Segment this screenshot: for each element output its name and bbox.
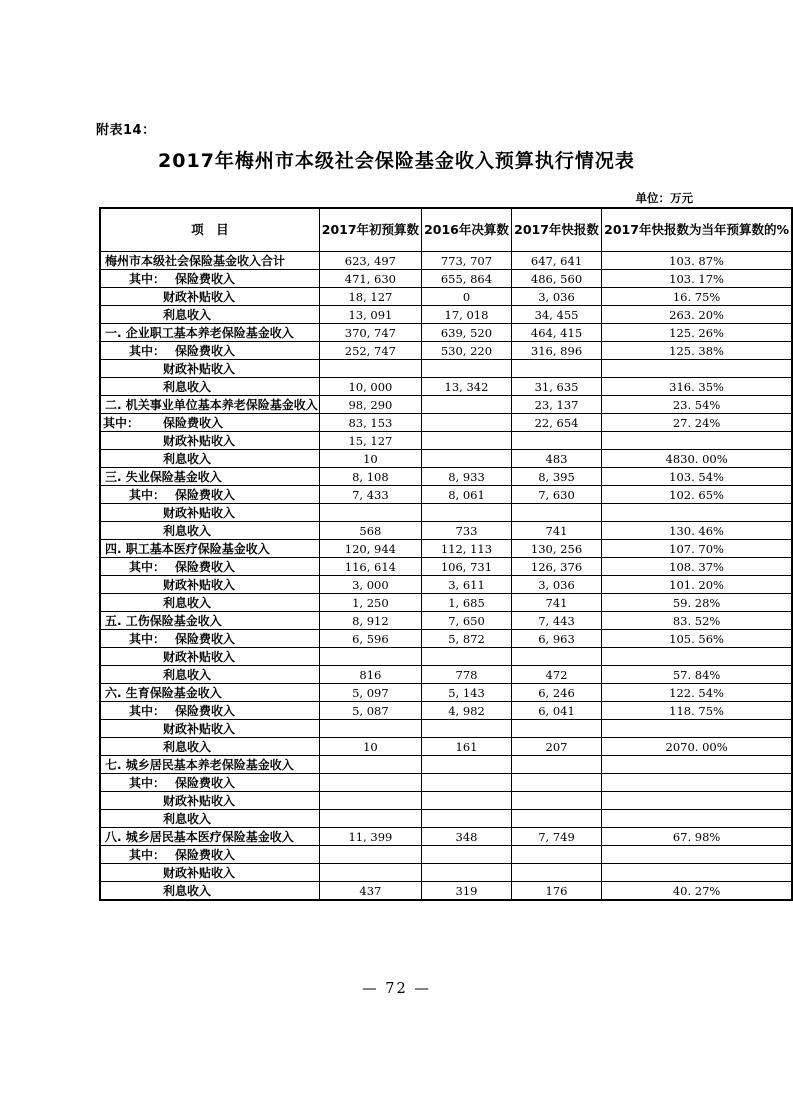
row-label-text: 二. 机关事业单位基本养老保险基金收入: [105, 398, 318, 412]
cell-value: 1, 685: [422, 594, 512, 612]
cell-value: 316. 35%: [602, 378, 792, 396]
cell-value: 568: [319, 522, 421, 540]
table-row: [100, 432, 792, 450]
cell-value: [319, 774, 421, 792]
column-header-flash-vs-budget-percent: 2017年快报数为当年预算数的%: [602, 208, 792, 252]
row-label: [100, 666, 319, 684]
page-title: 2017年梅州市本级社会保险基金收入预算执行情况表: [158, 150, 635, 172]
table-row: [100, 612, 792, 630]
row-label: [100, 684, 319, 702]
cell-value: [511, 792, 601, 810]
table-row: [100, 378, 792, 396]
attachment-caption: 附表14：: [96, 123, 156, 138]
cell-value: [511, 432, 601, 450]
table-row: [100, 846, 792, 864]
cell-value: 103. 17%: [602, 270, 792, 288]
row-label: [100, 486, 319, 504]
cell-value: [511, 756, 601, 774]
row-label-text: 梅州市本级社会保险基金收入合计: [105, 254, 286, 268]
cell-value: 125. 26%: [602, 324, 792, 342]
cell-value: 27. 24%: [602, 414, 792, 432]
cell-value: 125. 38%: [602, 342, 792, 360]
table-row: [100, 504, 792, 522]
cell-value: 7, 433: [319, 486, 421, 504]
cell-value: [319, 810, 421, 828]
table-row: [100, 540, 792, 558]
row-label-text: 财政补贴收入: [163, 290, 236, 304]
cell-value: 16. 75%: [602, 288, 792, 306]
cell-value: [422, 864, 512, 882]
row-label: [100, 558, 319, 576]
cell-value: 472: [511, 666, 601, 684]
row-label-text: 利息收入: [163, 812, 212, 826]
cell-value: 83, 153: [319, 414, 421, 432]
table-row: [100, 702, 792, 720]
row-label-text: 利息收入: [163, 668, 212, 682]
cell-value: 83. 52%: [602, 612, 792, 630]
cell-value: 18, 127: [319, 288, 421, 306]
cell-value: [422, 792, 512, 810]
cell-value: 116, 614: [319, 558, 421, 576]
cell-value: 59. 28%: [602, 594, 792, 612]
cell-value: 67. 98%: [602, 828, 792, 846]
cell-value: 6, 596: [319, 630, 421, 648]
row-label-text: 保险费收入: [175, 272, 236, 286]
cell-value: 207: [511, 738, 601, 756]
table-row: [100, 270, 792, 288]
cell-value: [511, 774, 601, 792]
cell-value: 13, 091: [319, 306, 421, 324]
cell-value: [422, 432, 512, 450]
cell-value: 13, 342: [422, 378, 512, 396]
row-label-text: 保险费收入: [163, 416, 224, 430]
cell-value: 623, 497: [319, 252, 421, 270]
cell-value: 8, 395: [511, 468, 601, 486]
cell-value: 8, 912: [319, 612, 421, 630]
row-label: [100, 828, 319, 846]
table-row: [100, 810, 792, 828]
row-label: [100, 594, 319, 612]
cell-value: [319, 360, 421, 378]
row-label-prefix: 其中：: [103, 416, 140, 430]
cell-value: 5, 087: [319, 702, 421, 720]
cell-value: [602, 720, 792, 738]
cell-value: 22, 654: [511, 414, 601, 432]
cell-value: 107. 70%: [602, 540, 792, 558]
table-row: [100, 828, 792, 846]
row-label: [100, 864, 319, 882]
cell-value: 108. 37%: [602, 558, 792, 576]
cell-value: 1, 250: [319, 594, 421, 612]
column-header-2017-initial-budget: 2017年初预算数: [319, 208, 421, 252]
cell-value: [602, 648, 792, 666]
row-label-text: 保险费收入: [175, 704, 236, 718]
table-row: [100, 648, 792, 666]
row-label-text: 利息收入: [163, 740, 212, 754]
row-label: [100, 288, 319, 306]
cell-value: 23, 137: [511, 396, 601, 414]
table-row: [100, 684, 792, 702]
row-label-text: 保险费收入: [175, 632, 236, 646]
cell-value: [511, 846, 601, 864]
row-label-prefix: 其中：: [129, 704, 166, 718]
cell-value: [511, 864, 601, 882]
cell-value: 8, 933: [422, 468, 512, 486]
column-header-2016-final: 2016年决算数: [422, 208, 512, 252]
cell-value: 3, 036: [511, 288, 601, 306]
cell-value: 40. 27%: [602, 882, 792, 901]
row-label-text: 财政补贴收入: [163, 578, 236, 592]
row-label-text: 保险费收入: [175, 488, 236, 502]
row-label-text: 保险费收入: [175, 560, 236, 574]
cell-value: [602, 360, 792, 378]
cell-value: [602, 432, 792, 450]
row-label-prefix: 其中：: [129, 488, 166, 502]
row-label: [100, 270, 319, 288]
cell-value: 3, 036: [511, 576, 601, 594]
table-row: [100, 720, 792, 738]
cell-value: 252, 747: [319, 342, 421, 360]
table-row: [100, 396, 792, 414]
table-row: [100, 756, 792, 774]
row-label: [100, 450, 319, 468]
cell-value: 10: [319, 738, 421, 756]
row-label: [100, 342, 319, 360]
cell-value: 6, 041: [511, 702, 601, 720]
table-row: [100, 324, 792, 342]
row-label: [100, 648, 319, 666]
unit-label: 单位：万元: [635, 191, 693, 205]
cell-value: 741: [511, 522, 601, 540]
cell-value: [422, 360, 512, 378]
table-row: [100, 414, 792, 432]
table-row: [100, 630, 792, 648]
cell-value: 105. 56%: [602, 630, 792, 648]
page-number: — 72 —: [362, 981, 431, 997]
cell-value: 8, 061: [422, 486, 512, 504]
row-label-text: 财政补贴收入: [163, 794, 236, 808]
row-label: [100, 846, 319, 864]
row-label: [100, 324, 319, 342]
cell-value: [422, 756, 512, 774]
cell-value: 17, 018: [422, 306, 512, 324]
cell-value: 5, 143: [422, 684, 512, 702]
cell-value: [422, 720, 512, 738]
cell-value: 11, 399: [319, 828, 421, 846]
row-label-text: 一. 企业职工基本养老保险基金收入: [105, 326, 294, 340]
row-label: [100, 720, 319, 738]
cell-value: [602, 792, 792, 810]
cell-value: [319, 756, 421, 774]
cell-value: 7, 630: [511, 486, 601, 504]
header-row: [100, 208, 792, 252]
budget-table: [99, 207, 793, 901]
cell-value: 10, 000: [319, 378, 421, 396]
row-label-text: 利息收入: [163, 308, 212, 322]
cell-value: [422, 504, 512, 522]
row-label-text: 财政补贴收入: [163, 434, 236, 448]
table-row: [100, 792, 792, 810]
row-label-text: 财政补贴收入: [163, 362, 236, 376]
row-label: [100, 810, 319, 828]
row-label-text: 财政补贴收入: [163, 506, 236, 520]
cell-value: 106, 731: [422, 558, 512, 576]
cell-value: [319, 792, 421, 810]
cell-value: 486, 560: [511, 270, 601, 288]
cell-value: 130. 46%: [602, 522, 792, 540]
row-label-text: 利息收入: [163, 380, 212, 394]
cell-value: [602, 774, 792, 792]
cell-value: 647, 641: [511, 252, 601, 270]
cell-value: [511, 720, 601, 738]
cell-value: 5, 097: [319, 684, 421, 702]
row-label: [100, 504, 319, 522]
cell-value: [319, 504, 421, 522]
row-label-prefix: 其中：: [129, 776, 166, 790]
cell-value: 263. 20%: [602, 306, 792, 324]
cell-value: 7, 749: [511, 828, 601, 846]
row-label: [100, 252, 319, 270]
row-label-text: 五. 工伤保险基金收入: [105, 614, 222, 628]
cell-value: 120, 944: [319, 540, 421, 558]
cell-value: 126, 376: [511, 558, 601, 576]
row-label-prefix: 其中：: [129, 632, 166, 646]
cell-value: 8, 108: [319, 468, 421, 486]
row-label: [100, 630, 319, 648]
cell-value: [511, 810, 601, 828]
cell-value: 6, 246: [511, 684, 601, 702]
cell-value: [511, 648, 601, 666]
table-row: [100, 252, 792, 270]
table-row: [100, 360, 792, 378]
cell-value: [422, 810, 512, 828]
cell-value: 733: [422, 522, 512, 540]
table-header: [100, 208, 792, 252]
cell-value: [319, 720, 421, 738]
table-row: [100, 450, 792, 468]
table-row: [100, 594, 792, 612]
cell-value: 483: [511, 450, 601, 468]
cell-value: 34, 455: [511, 306, 601, 324]
cell-value: 639, 520: [422, 324, 512, 342]
row-label-text: 财政补贴收入: [163, 866, 236, 880]
row-label-text: 财政补贴收入: [163, 722, 236, 736]
cell-value: 778: [422, 666, 512, 684]
row-label-text: 六. 生育保险基金收入: [105, 686, 222, 700]
table-row: [100, 306, 792, 324]
cell-value: [511, 360, 601, 378]
cell-value: 4830. 00%: [602, 450, 792, 468]
row-label: [100, 306, 319, 324]
cell-value: 2070. 00%: [602, 738, 792, 756]
cell-value: [602, 504, 792, 522]
row-label: [100, 522, 319, 540]
cell-value: 816: [319, 666, 421, 684]
row-label: [100, 468, 319, 486]
table-body: [100, 252, 792, 901]
cell-value: 3, 611: [422, 576, 512, 594]
cell-value: [602, 810, 792, 828]
row-label-prefix: 其中：: [129, 344, 166, 358]
cell-value: 112, 113: [422, 540, 512, 558]
row-label-text: 财政补贴收入: [163, 650, 236, 664]
row-label: [100, 540, 319, 558]
cell-value: 6, 963: [511, 630, 601, 648]
cell-value: 530, 220: [422, 342, 512, 360]
cell-value: 98, 290: [319, 396, 421, 414]
cell-value: [422, 450, 512, 468]
table-row: [100, 864, 792, 882]
cell-value: [422, 846, 512, 864]
cell-value: [319, 864, 421, 882]
table-row: [100, 558, 792, 576]
cell-value: 655, 864: [422, 270, 512, 288]
row-label: [100, 774, 319, 792]
row-label-text: 利息收入: [163, 884, 212, 898]
cell-value: [602, 864, 792, 882]
cell-value: 118. 75%: [602, 702, 792, 720]
table-row: [100, 522, 792, 540]
row-label-text: 三. 失业保险基金收入: [105, 470, 222, 484]
cell-value: 31, 635: [511, 378, 601, 396]
cell-value: [602, 756, 792, 774]
cell-value: 0: [422, 288, 512, 306]
row-label: [100, 360, 319, 378]
cell-value: 3, 000: [319, 576, 421, 594]
column-header-item: 项 目: [100, 208, 319, 252]
cell-value: 7, 443: [511, 612, 601, 630]
cell-value: 102. 65%: [602, 486, 792, 504]
cell-value: [602, 846, 792, 864]
row-label: [100, 756, 319, 774]
cell-value: 130, 256: [511, 540, 601, 558]
row-label: [100, 792, 319, 810]
cell-value: 23. 54%: [602, 396, 792, 414]
cell-value: 348: [422, 828, 512, 846]
row-label-text: 七. 城乡居民基本养老保险基金收入: [105, 758, 294, 772]
cell-value: 316, 896: [511, 342, 601, 360]
cell-value: [422, 414, 512, 432]
cell-value: [422, 774, 512, 792]
table-row: [100, 774, 792, 792]
row-label: [100, 414, 319, 432]
row-label-text: 保险费收入: [175, 776, 236, 790]
cell-value: 773, 707: [422, 252, 512, 270]
row-label-text: 保险费收入: [175, 344, 236, 358]
cell-value: 15, 127: [319, 432, 421, 450]
row-label-text: 保险费收入: [175, 848, 236, 862]
cell-value: 7, 650: [422, 612, 512, 630]
cell-value: 57. 84%: [602, 666, 792, 684]
table-row: [100, 342, 792, 360]
row-label-text: 八. 城乡居民基本医疗保险基金收入: [105, 830, 294, 844]
row-label-text: 利息收入: [163, 524, 212, 538]
table-row: [100, 738, 792, 756]
cell-value: [422, 396, 512, 414]
row-label: [100, 612, 319, 630]
cell-value: 4, 982: [422, 702, 512, 720]
cell-value: 370, 747: [319, 324, 421, 342]
cell-value: 176: [511, 882, 601, 901]
cell-value: [422, 648, 512, 666]
cell-value: 741: [511, 594, 601, 612]
column-header-2017-flash: 2017年快报数: [511, 208, 601, 252]
row-label-prefix: 其中：: [129, 272, 166, 286]
table-row: [100, 882, 792, 901]
row-label: [100, 738, 319, 756]
row-label: [100, 882, 319, 901]
row-label-prefix: 其中：: [129, 848, 166, 862]
cell-value: 101. 20%: [602, 576, 792, 594]
row-label: [100, 702, 319, 720]
cell-value: 5, 872: [422, 630, 512, 648]
table-row: [100, 468, 792, 486]
cell-value: 103. 54%: [602, 468, 792, 486]
table-row: [100, 576, 792, 594]
cell-value: 103. 87%: [602, 252, 792, 270]
row-label-text: 利息收入: [163, 452, 212, 466]
row-label: [100, 396, 319, 414]
cell-value: 437: [319, 882, 421, 901]
row-label: [100, 432, 319, 450]
table-row: [100, 288, 792, 306]
row-label-prefix: 其中：: [129, 560, 166, 574]
cell-value: 10: [319, 450, 421, 468]
cell-value: 471, 630: [319, 270, 421, 288]
cell-value: [319, 846, 421, 864]
cell-value: [511, 504, 601, 522]
row-label: [100, 378, 319, 396]
table-row: [100, 486, 792, 504]
row-label: [100, 576, 319, 594]
row-label-text: 四. 职工基本医疗保险基金收入: [105, 542, 270, 556]
table-row: [100, 666, 792, 684]
row-label-text: 利息收入: [163, 596, 212, 610]
cell-value: [319, 648, 421, 666]
cell-value: 161: [422, 738, 512, 756]
cell-value: 122. 54%: [602, 684, 792, 702]
cell-value: 464, 415: [511, 324, 601, 342]
cell-value: 319: [422, 882, 512, 901]
